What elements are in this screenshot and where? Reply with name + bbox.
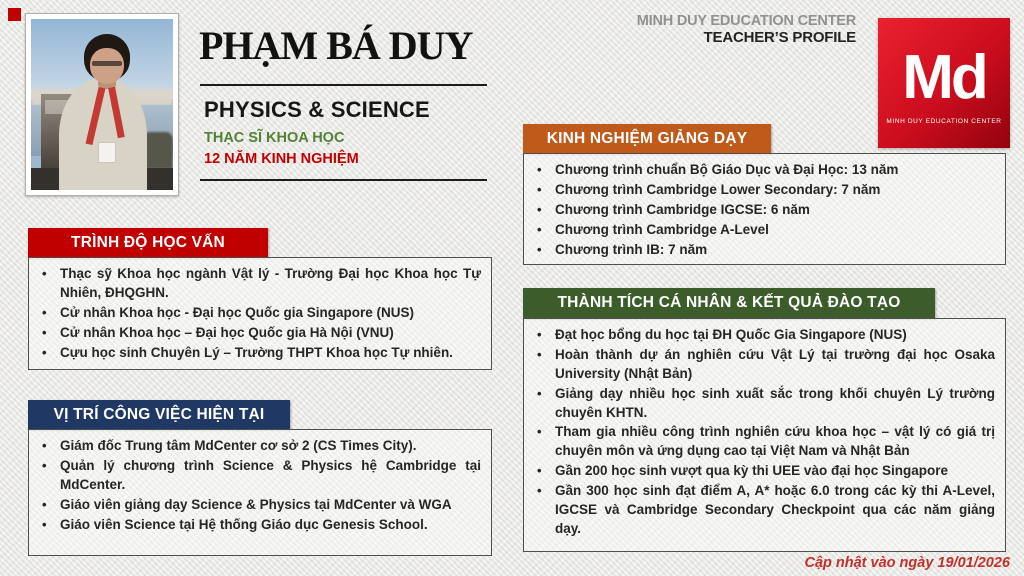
md-center-logo	[878, 18, 1010, 148]
bullet-item: • Quản lý chương trình Science & Physics hệ Cambridge tại MdCenter.	[35, 457, 481, 495]
section-box-education	[28, 257, 492, 370]
bullet-item: • Chương trình Cambridge A-Level	[530, 221, 995, 240]
section-header-achievements: THÀNH TÍCH CÁ NHÂN & KẾT QUẢ ĐÀO TẠO	[523, 288, 935, 318]
corner-accent-square	[8, 8, 21, 21]
brand-header	[637, 14, 856, 46]
bullet-item: • Cử nhân Khoa học – Đại học Quốc gia Hà Nội (VNU)	[35, 324, 481, 343]
section-box-achievements	[523, 318, 1006, 552]
bullet-item: • Thạc sỹ Khoa học ngành Vật lý - Trường Đại học Khoa học Tự Nhiên, ĐHQGHN.	[35, 265, 481, 303]
bullet-item: • Đạt học bổng du học tại ĐH Quốc Gia Singapore (NUS)	[530, 326, 995, 345]
current-position-list	[35, 437, 481, 534]
photo-person-glasses	[92, 61, 122, 66]
photo-person-face	[90, 48, 124, 84]
bullet-item: • Hoàn thành dự án nghiên cứu Vật Lý tại trường đại học Osaka University (Nhật Bản)	[530, 346, 995, 384]
bullet-item: • Giảng dạy nhiều học sinh xuất sắc trong khối chuyên Lý trường chuyên KHTN.	[530, 385, 995, 423]
bullet-item: • Giáo viên giảng dạy Science & Physics tại MdCenter và WGA	[35, 496, 481, 515]
bullet-item: • Chương trình Cambridge IGCSE: 6 năm	[530, 201, 995, 220]
section-header-teaching-experience: KINH NGHIỆM GIẢNG DẠY	[523, 124, 771, 153]
title-divider-top	[200, 84, 487, 86]
bullet-item: • Gần 300 học sinh đạt điểm A, A* hoặc 6.0 trong các kỳ thi A-Level, IGCSE và Cambridge Secondary Checkpoint qua các năm giảng dạy.	[530, 482, 995, 539]
teacher-subject: PHYSICS & SCIENCE	[204, 97, 430, 122]
teacher-experience-years: 12 NĂM KINH NGHIỆM	[204, 151, 359, 167]
teacher-degree: THẠC SĨ KHOA HỌC	[204, 130, 345, 146]
photo-badge	[98, 142, 116, 163]
section-box-current-position	[28, 429, 492, 556]
bullet-item: • Chương trình IB: 7 năm	[530, 241, 995, 260]
bullet-item: • Cựu học sinh Chuyên Lý – Trường THPT Khoa học Tự nhiên.	[35, 344, 481, 363]
section-box-teaching-experience	[523, 153, 1006, 265]
bullet-item: • Gần 200 học sinh vượt qua kỳ thi UEE vào đại học Singapore	[530, 462, 995, 481]
bullet-item: • Cử nhân Khoa học - Đại học Quốc gia Singapore (NUS)	[35, 304, 481, 323]
teaching-experience-list	[530, 161, 995, 259]
section-header-current-position: VỊ TRÍ CÔNG VIỆC HIỆN TẠI	[28, 400, 290, 429]
logo-monogram: Md	[902, 43, 986, 112]
section-header-education: TRÌNH ĐỘ HỌC VẤN	[28, 228, 268, 257]
achievements-list	[530, 326, 995, 539]
brand-doc-type: TEACHER’S PROFILE	[703, 28, 856, 46]
bullet-item: • Chương trình chuẩn Bộ Giáo Dục và Đại Học: 13 năm	[530, 161, 995, 180]
logo-caption: MINH DUY EDUCATION CENTER	[886, 118, 1002, 125]
education-list	[35, 265, 481, 362]
teacher-photo-frame	[25, 13, 179, 196]
bullet-item: • Chương trình Cambridge Lower Secondary: 7 năm	[530, 181, 995, 200]
teacher-photo	[31, 19, 173, 190]
update-date-note: Cập nhật vào ngày 19/01/2026	[804, 555, 1010, 571]
teacher-name: PHẠM BÁ DUY	[199, 23, 473, 68]
brand-org-name: MINH DUY EDUCATION CENTER	[636, 13, 856, 29]
bullet-item: • Giám đốc Trung tâm MdCenter cơ sở 2 (CS Times City).	[35, 437, 481, 456]
bullet-item: • Giáo viên Science tại Hệ thống Giáo dục Genesis School.	[35, 516, 481, 535]
bullet-item: • Tham gia nhiều công trình nghiên cứu khoa học – vật lý có giá trị chuyên môn và ứng dụng cao tại Việt Nam và Nhật Bản	[530, 423, 995, 461]
title-divider-bottom	[200, 179, 487, 181]
